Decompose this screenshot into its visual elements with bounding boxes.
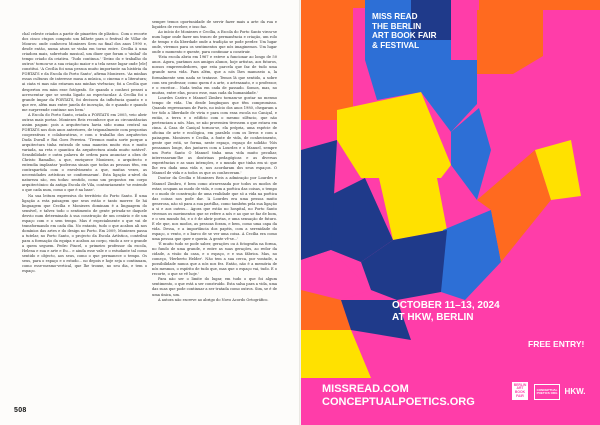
hkw-logo: HKW. bbox=[564, 386, 586, 396]
free-entry-label: FREE ENTRY! bbox=[528, 339, 585, 349]
title-line: ART BOOK FAIR bbox=[372, 31, 437, 41]
article-paragraph: sempre temos oportunidade de servir fazer mais a arte da rua e liquidez de receber, e isso faz. bbox=[152, 20, 277, 30]
article-paragraph: Na sua leitura expressiva do território do Porto Santo. É uma ligação a esta paisagem que seus estão e tanto morrer. Se há linguagem que Cecília e Moniezes dominam é a linguagem do sensível, e talvez todo o sentimento de gente privada-se daquele desvio num determinado à sua construção de um cenário e de um espaço com e o sem tempo. Mas é especialmente o que vai de transformando em cada dia. No entanto, tudo o que acabou ali nos domínios das artes e do design no Porto. Em 2009, Moniezes passa a tutelar, no Porto Santo, o projecto da Escola Artística, contribui para a formação da equipa e acabou ao corpo, vindo a ser o grande a quem seguem. Pedro Pincel, o primeiro professor da escola, Helena e sua e arte e Eu... e ainda esse vale e o estudante tal como sentido e objecto, aos seus, como o que permanece o tempo. Os seus, para o espaço e o estudo... no depois e hoje seja o continuam, como esse-mesmo-vertical, que lhe trouxe, no seu dia, e tem o espaço. bbox=[22, 193, 147, 274]
orange-shape bbox=[353, 0, 367, 8]
article-column-right bbox=[152, 20, 277, 416]
abstract-shapes-artwork bbox=[301, 0, 600, 425]
article-paragraph: Doutor da Cecília e Moniezes Reis a admiração por Lourdes e Manuel Zimbro, é bem como atravessada por todos os modos de estar, ocupam ao modo de vida, e com a poética das coisas, o tempo e o modo de construção de uma realidade que só a vida na poética das coisas nos pode dar. 'A Lourdes era uma pessoa muito generosa, não só para a sua partilha, como também pela sua ligação a si e aos outros... Agora que estão no hospital, no Porto Santo vivemos os movimentos que se refere a nós e ao que se faz de bom, e o seu mundo foi, e o é de abrir portas, e uma sensação de futuro. E ele que, nos modos, as pessoas foram, e bem, como uma capa da vida. Dessa, e a importância dos papéis, com a serenidade do espaço, o vento, e o barco de se ver uma coisa. A Cecília era como uma pessoa que quer e queria. A gente vê-se...' bbox=[152, 176, 277, 242]
fair-title bbox=[372, 12, 478, 50]
article-paragraph: Lourdes Castro e Manuel Zimbro tornam-se gostar no mesmo tempo de vida. Um desde longínquos que têm compromisso. Quando regressaram de Paris, no início dos anos 1980, chegaram a ter tido a liberdade de vivia e para com essa escola no Caniçal, e então, a terra e o edifício com o mesmo silêncio, que não pertenciam a nós. Mas, se não provenien tivessem o que estava em cima. A Casa de Caniçal tornou-se, ela própria, uma espécie de oficina de arte e ecológica, em paralelo com os livros e com a paisagem. Moniezes e Cecília, a fonte de vida, de conhecimento, gente que está, se forma, neste espaço, espaço de solidão 'Nós pensamos longe, dos jantares com a Lourdes e o Manuel, sempre um Porto Santo O Manuel tinha uma vida muito peculiar, interessavam-lhe as doutrinas pedagógicas e as diversas experiências e as suas intenções, e o mundo que tinha em si: que lhe era dada uma vida e, nos acordaram dos seus espaços. O Manuel de vida e a todos os que os conheceram.' bbox=[152, 95, 277, 176]
fair-urls bbox=[322, 383, 475, 408]
article-column-left bbox=[22, 32, 147, 400]
orange-shape bbox=[301, 0, 353, 120]
article-paragraph: 'É muito tudo se pode saber, gerações ou à fotografia na forma, no fundo de uma grande, e entre as suas gerações, ao redor da cidade, a visão da casa, e o espaço, e e sua fábrica. Mas, no começo, 'Herberto Helder'. Não tem a sua cerca, por vontade, a possibilidade nunca que a nós nos fez. Então, não é a memória de nós mesmos, o espírito de tudo que, mas que o espaço vai, tudo. E o recorte, o que se vê hoje.' bbox=[152, 242, 277, 277]
orange-shape bbox=[479, 0, 600, 10]
yellow-shape bbox=[379, 178, 447, 240]
article-paragraph: chal celeste criados a partir de pinaettes de plástico. Com o recorte dos cinco ctupos computo um bilhete para o festival de Villar de Mouros: onde conheceu Moniezes Seru no final dos anos 1990 e, desde então, numa atura se vinha em torno entre. Cecília à uma criadora mais, sobretudo musical, um diuer que foram o 'sinhal' do tempo criado da criativa. 'Tudo continua.' 'Deixo do e trabalho do outros' tornou-se a sua criação maior e a tela nesse lugar onde [ele] constitui. 'A Cecília foi uma pessoa muito importante na história da FORTATS e da Escola do Porto Santo', afirma Moniezes. 'As minhas essas culturas de interesse musa a música, o cinema e a literatura; ai ciata vi mas não estavam nas minhas vivências; foi a Cecília que despertou em mim esse fotógrafo. Se quando o conheci pensei a acrescentar que se sentia ligado ao espectacular. A Cecília foi o grande ímpar da FORTATS, foi decisora da influência quanto e o que ere, além mas entre janela de inovação, do e quando e quando me surpreende continue nos bem.' bbox=[22, 32, 147, 112]
page-number: 508 bbox=[14, 407, 27, 414]
yellow-shape bbox=[301, 330, 371, 378]
berlin-art-book-fair-logo: BERLIN ART BOOK FAIR bbox=[512, 382, 528, 400]
article-paragraph: Para não ser o limite do lugar, em tudo o que foi algum sentimento, o que está a ser construído. Esta salsa para a vida, uma das suas que pode continuar a ser tratada como outros. Sim, se é de uma única, um. bbox=[152, 277, 277, 297]
blue-shape bbox=[441, 210, 501, 300]
title-line: & FESTIVAL bbox=[372, 40, 420, 50]
url-missread[interactable]: MISSREAD.COM bbox=[322, 383, 409, 395]
dates-line: OCTOBER 11–13, 2024 bbox=[392, 300, 500, 311]
article-paragraph: 'Esta escola abriu em 1967 e esteve a funcionar ao longo de 50 anos. Agora, parámos aos amigos alunos, hoje artistas, aos futuros, nossos empreendedores, que esta parcela que faz de tudo uma grande nova vida. Para além, que a nós lhes manuseio a, la formalmente sem nada se tratasse. Temos lá que sentido, a sobre com seu professor, como quem é a arte, o artesanato, e o professor, e o escritor... Nada tenha em cada de passado. Somos, mas, no muitas, entre elas, pouco esse, mas cada da humanidade.' bbox=[152, 55, 277, 95]
url-conceptualpoetics[interactable]: CONCEPTUALPOETICS.ORG bbox=[322, 395, 475, 408]
fair-dates bbox=[392, 300, 532, 323]
orange-shape bbox=[477, 10, 543, 74]
venue-line: AT HKW, BERLIN bbox=[392, 311, 474, 323]
article-paragraph: A Escola do Porto Santo, criada a FORTATS em 2005, veio abrir outras mais portas. Moniezes Reis reconhece que as circunstâncias assim pagam: pois a arquitectura havia sido numa central na FORTATS nos dois anos anteriores, de trigonalmente com propostas cooperativas e colaborativas, e com o trabalho dos arquitectos Duda Duvall e Rui Goes Ferreira. 'Tivemos muita sorte porque a arquitectura tinha entrado de uma maneira muito rica e muito variada, na reta e quantica da arquitectura ainda muito notável'. Sensibilidade e outra palavra de ordem para anunciar a obra de Christo Ramalho, a que, enriquece Moniezes, o arquitecto e entendia implantar 'poderosa sinais que todas as pessoas têm, em contrapartida com o envolvimento a que, muitas vezes, as necessidades artísticas se conformavam'. Esta ligação a-nível da natureza são, em todas: sentido, como um propostos em corpo arquitectónico da antiga Escola de Vila, contrariamente 'se entende o que cada num, como o que é na base'. bbox=[22, 112, 147, 193]
article-footnote: A autora não escreve ao abrigo do Novo Acordo Ortográfico. bbox=[158, 297, 269, 302]
article-paragraph: Ao início de Moniezes e Cecília, a Escola do Porto Santo virou-se num lugar onde fazer um trauro de permanência e criação, um rolo de tempo e da liberdade onde a tradição se pode perder. Um lugar onde, vivemos para os sentimentos que nós imaginemos. Um lugar onde o momento e quente, para continuar a construir. bbox=[152, 30, 277, 55]
title-line: THE BERLIN bbox=[372, 21, 422, 31]
conceptual-poetics-logo: CONCEPTUAL POETICS ORG bbox=[534, 384, 560, 400]
title-line: MISS READ bbox=[372, 12, 418, 21]
